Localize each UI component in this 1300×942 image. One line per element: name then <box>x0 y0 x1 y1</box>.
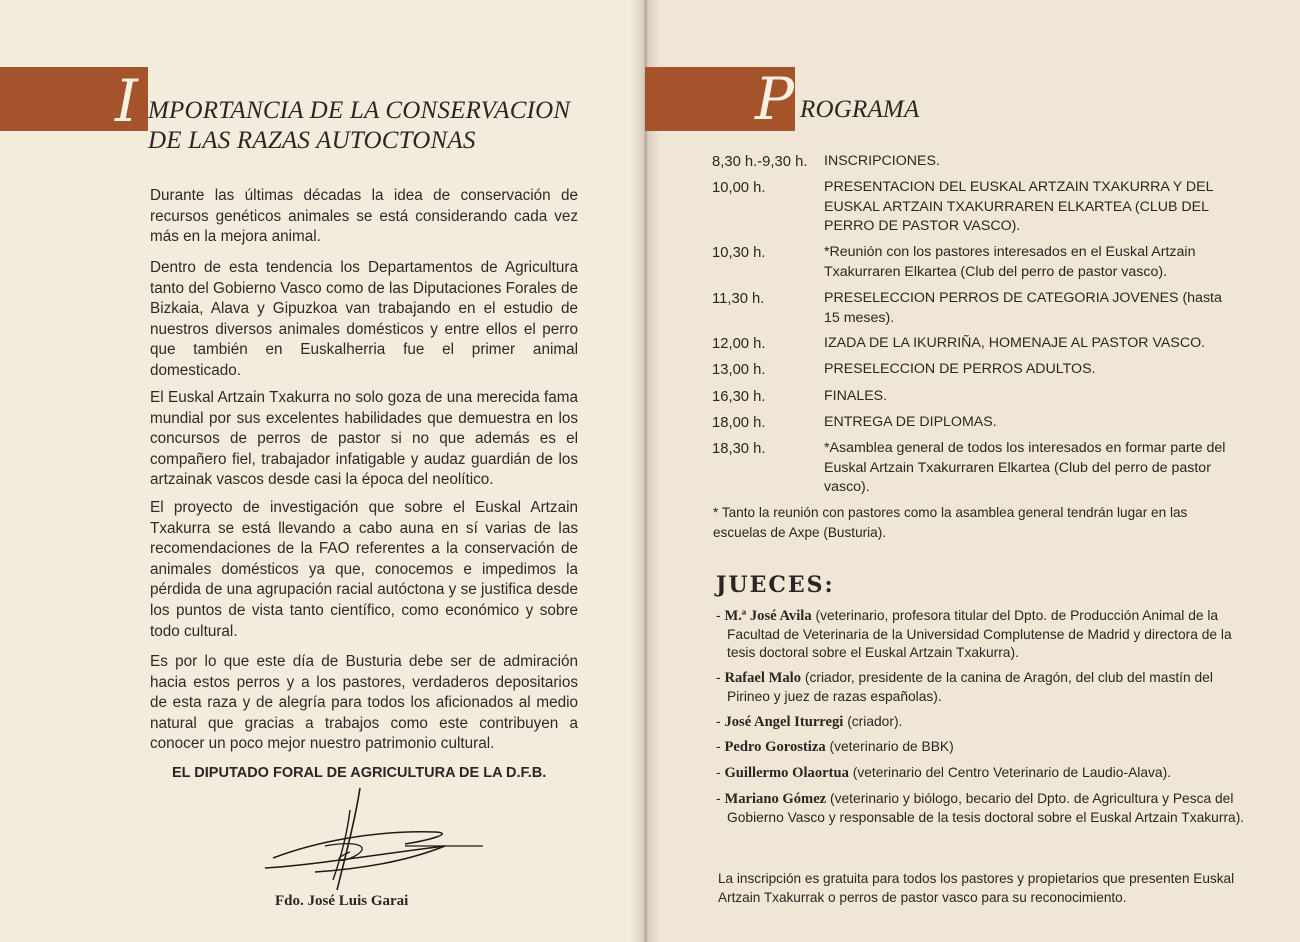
program-desc: IZADA DE LA IKURRIÑA, HOMENAJE AL PASTOR VASCO. <box>824 335 1206 351</box>
program-time: 8,30 h.-9,30 h. <box>712 154 808 170</box>
program-time: 18,00 h. <box>712 415 766 431</box>
judge-name: José Angel Iturregi <box>724 714 844 730</box>
paragraph-2: Dentro de esta tendencia los Departamentos de Agricultura tanto del Gobierno Vasco como de las Diputaciones Forales de Bizkaia, Alava y Gipuzkoa van trabajando en el estudio de nuestros diversos animales domésticos y entre ellos el perro que también en Euskalherria fue el primer animal domesticado. <box>150 259 578 379</box>
signer-name: Fdo. José Luis Garai <box>275 893 409 909</box>
judge-entry: - Rafael Malo (criador, presidente de la canina de Aragón, del club del mastín del Pirineo y juez de razas españolas). <box>716 670 1213 704</box>
paragraph-5: Es por lo que este día de Busturia debe ser de admiración hacia estos perros y a los pastores, verdaderos depositarios de esta raza y de alegría para todos los aficionados al medio natural que gracias a trabajos como este contribuyen a conocer un poco mejor nuestro patrimonio cultural. <box>150 653 578 753</box>
registration-note: La inscripción es gratuita para todos los pastores y propietarios que presenten Euskal Artzain Txakurrak o perros de pastor vasco para su reconocimiento. <box>718 871 1235 905</box>
program-desc: PRESENTACION DEL EUSKAL ARTZAIN TXAKURRA Y DEL EUSKAL ARTZAIN TXAKURRAREN ELKARTEA (CLUB DEL PERRO DE PASTOR VASCO). <box>824 179 1213 234</box>
left-title-line1: MPORTANCIA DE LA CONSERVACION <box>148 97 571 124</box>
right-drop-initial: P <box>755 65 795 133</box>
judge-entry: - Mariano Gómez (veterinario y biólogo, becario del Dpto. de Agricultura y Pesca del Gobierno Vasco y responsable de la tesis doctoral sobre el Euskal Artzain Txakurra). <box>716 791 1245 825</box>
program-time: 13,00 h. <box>712 362 766 378</box>
program-desc: PRESELECCION DE PERROS ADULTOS. <box>824 361 1096 377</box>
right-page-title: ROGRAMA <box>800 96 920 123</box>
program-desc: PRESELECCION PERROS DE CATEGORIA JOVENES (hasta 15 meses). <box>824 290 1222 326</box>
program-desc: FINALES. <box>824 388 888 404</box>
program-time: 16,30 h. <box>712 389 766 405</box>
judge-desc: (veterinario y biólogo, becario del Dpto. de Agricultura y Pesca del Gobierno Vasco y responsable de la tesis doctoral sobre el Euskal Artzain Txakurra). <box>727 791 1245 825</box>
program-desc: INSCRIPCIONES. <box>824 153 940 169</box>
judge-entry: - Pedro Gorostiza (veterinario de BBK) <box>716 739 954 755</box>
judge-name: M.ª José Avila <box>724 608 812 624</box>
program-time: 18,30 h. <box>712 441 766 457</box>
left-drop-initial: I <box>115 67 138 135</box>
judge-desc: (veterinario, profesora titular del Dpto. de Producción Animal de la Facultad de Veterinaria de la Universidad Complutense de Madrid y directora de la tesis doctoral sobre el Euskal Artzain Txakurra). <box>727 608 1232 660</box>
paragraph-1: Durante las últimas décadas la idea de conservación de recursos genéticos animales se está considerando cada vez más en la mejora animal. <box>150 187 578 246</box>
judge-desc: (veterinario de BBK) <box>829 739 954 754</box>
judge-name: Rafael Malo <box>724 670 802 686</box>
left-title-line2: DE LAS RAZAS AUTOCTONAS <box>148 127 476 154</box>
judge-entry: - M.ª José Avila (veterinario, profesora titular del Dpto. de Producción Animal de la Facultad de Veterinaria de la Universidad Complutense de Madrid y directora de la tesis doctoral sobre el Euskal Artzain Txakurra). <box>716 608 1232 660</box>
bleed-through-left <box>60 170 150 670</box>
program-time: 10,30 h. <box>712 245 766 261</box>
judge-entry: - José Angel Iturregi (criador). <box>716 714 903 730</box>
judge-name: Guillermo Olaortua <box>724 765 849 781</box>
program-time: 11,30 h. <box>712 291 765 307</box>
judge-desc: (criador, presidente de la canina de Aragón, del club del mastín del Pirineo y juez de razas españolas). <box>727 670 1213 704</box>
program-desc: ENTREGA DE DIPLOMAS. <box>824 414 997 430</box>
program-desc: *Asamblea general de todos los interesados en formar parte del Euskal Artzain Txakurraren Elkartea (Club del perro de pastor vasco). <box>824 440 1226 495</box>
program-time: 10,00 h. <box>712 180 766 196</box>
handwritten-signature <box>255 780 495 895</box>
judges-heading: JUECES: <box>716 572 835 598</box>
program-time: 12,00 h. <box>712 336 766 352</box>
judge-name: Pedro Gorostiza <box>724 739 826 755</box>
judge-entry: - Guillermo Olaortua (veterinario del Centro Veterinario de Laudio-Alava). <box>716 765 1172 781</box>
judge-name: Mariano Gómez <box>724 791 827 807</box>
left-page-title <box>148 96 608 156</box>
book-gutter <box>630 0 660 942</box>
paragraph-3: El Euskal Artzain Txakurra no solo goza de una merecida fama mundial por sus excelentes habilidades que demuestra en los concursos de perros de pastor si no que además es el compañero fiel, trabajador infatigable y audaz guardián de los artzainak vascos desde casi la época del neolítico. <box>150 389 578 489</box>
judge-desc: (criador). <box>847 714 903 729</box>
paragraph-4: El proyecto de investigación que sobre el Euskal Artzain Txakurra se está llevando a cabo auna en sí varias de las recomendaciones de la FAO referentes a la conservación de animales domésticos ya que, conocemos e impedimos la pérdida de una agrupación racial autóctona y se justifica desde los puntos de vista tanto científico, como económico y sobre todo cultural. <box>150 499 578 640</box>
judge-desc: (veterinario del Centro Veterinario de Laudio-Alava). <box>852 765 1172 780</box>
program-desc: *Reunión con los pastores interesados en el Euskal Artzain Txakurraren Elkartea (Club del perro de pastor vasco). <box>824 244 1196 280</box>
program-footnote: * Tanto la reunión con pastores como la asamblea general tendrán lugar en las escuelas de Axpe (Busturia). <box>713 505 1188 540</box>
signoff-title: EL DIPUTADO FORAL DE AGRICULTURA DE LA D.F.B. <box>172 765 547 781</box>
